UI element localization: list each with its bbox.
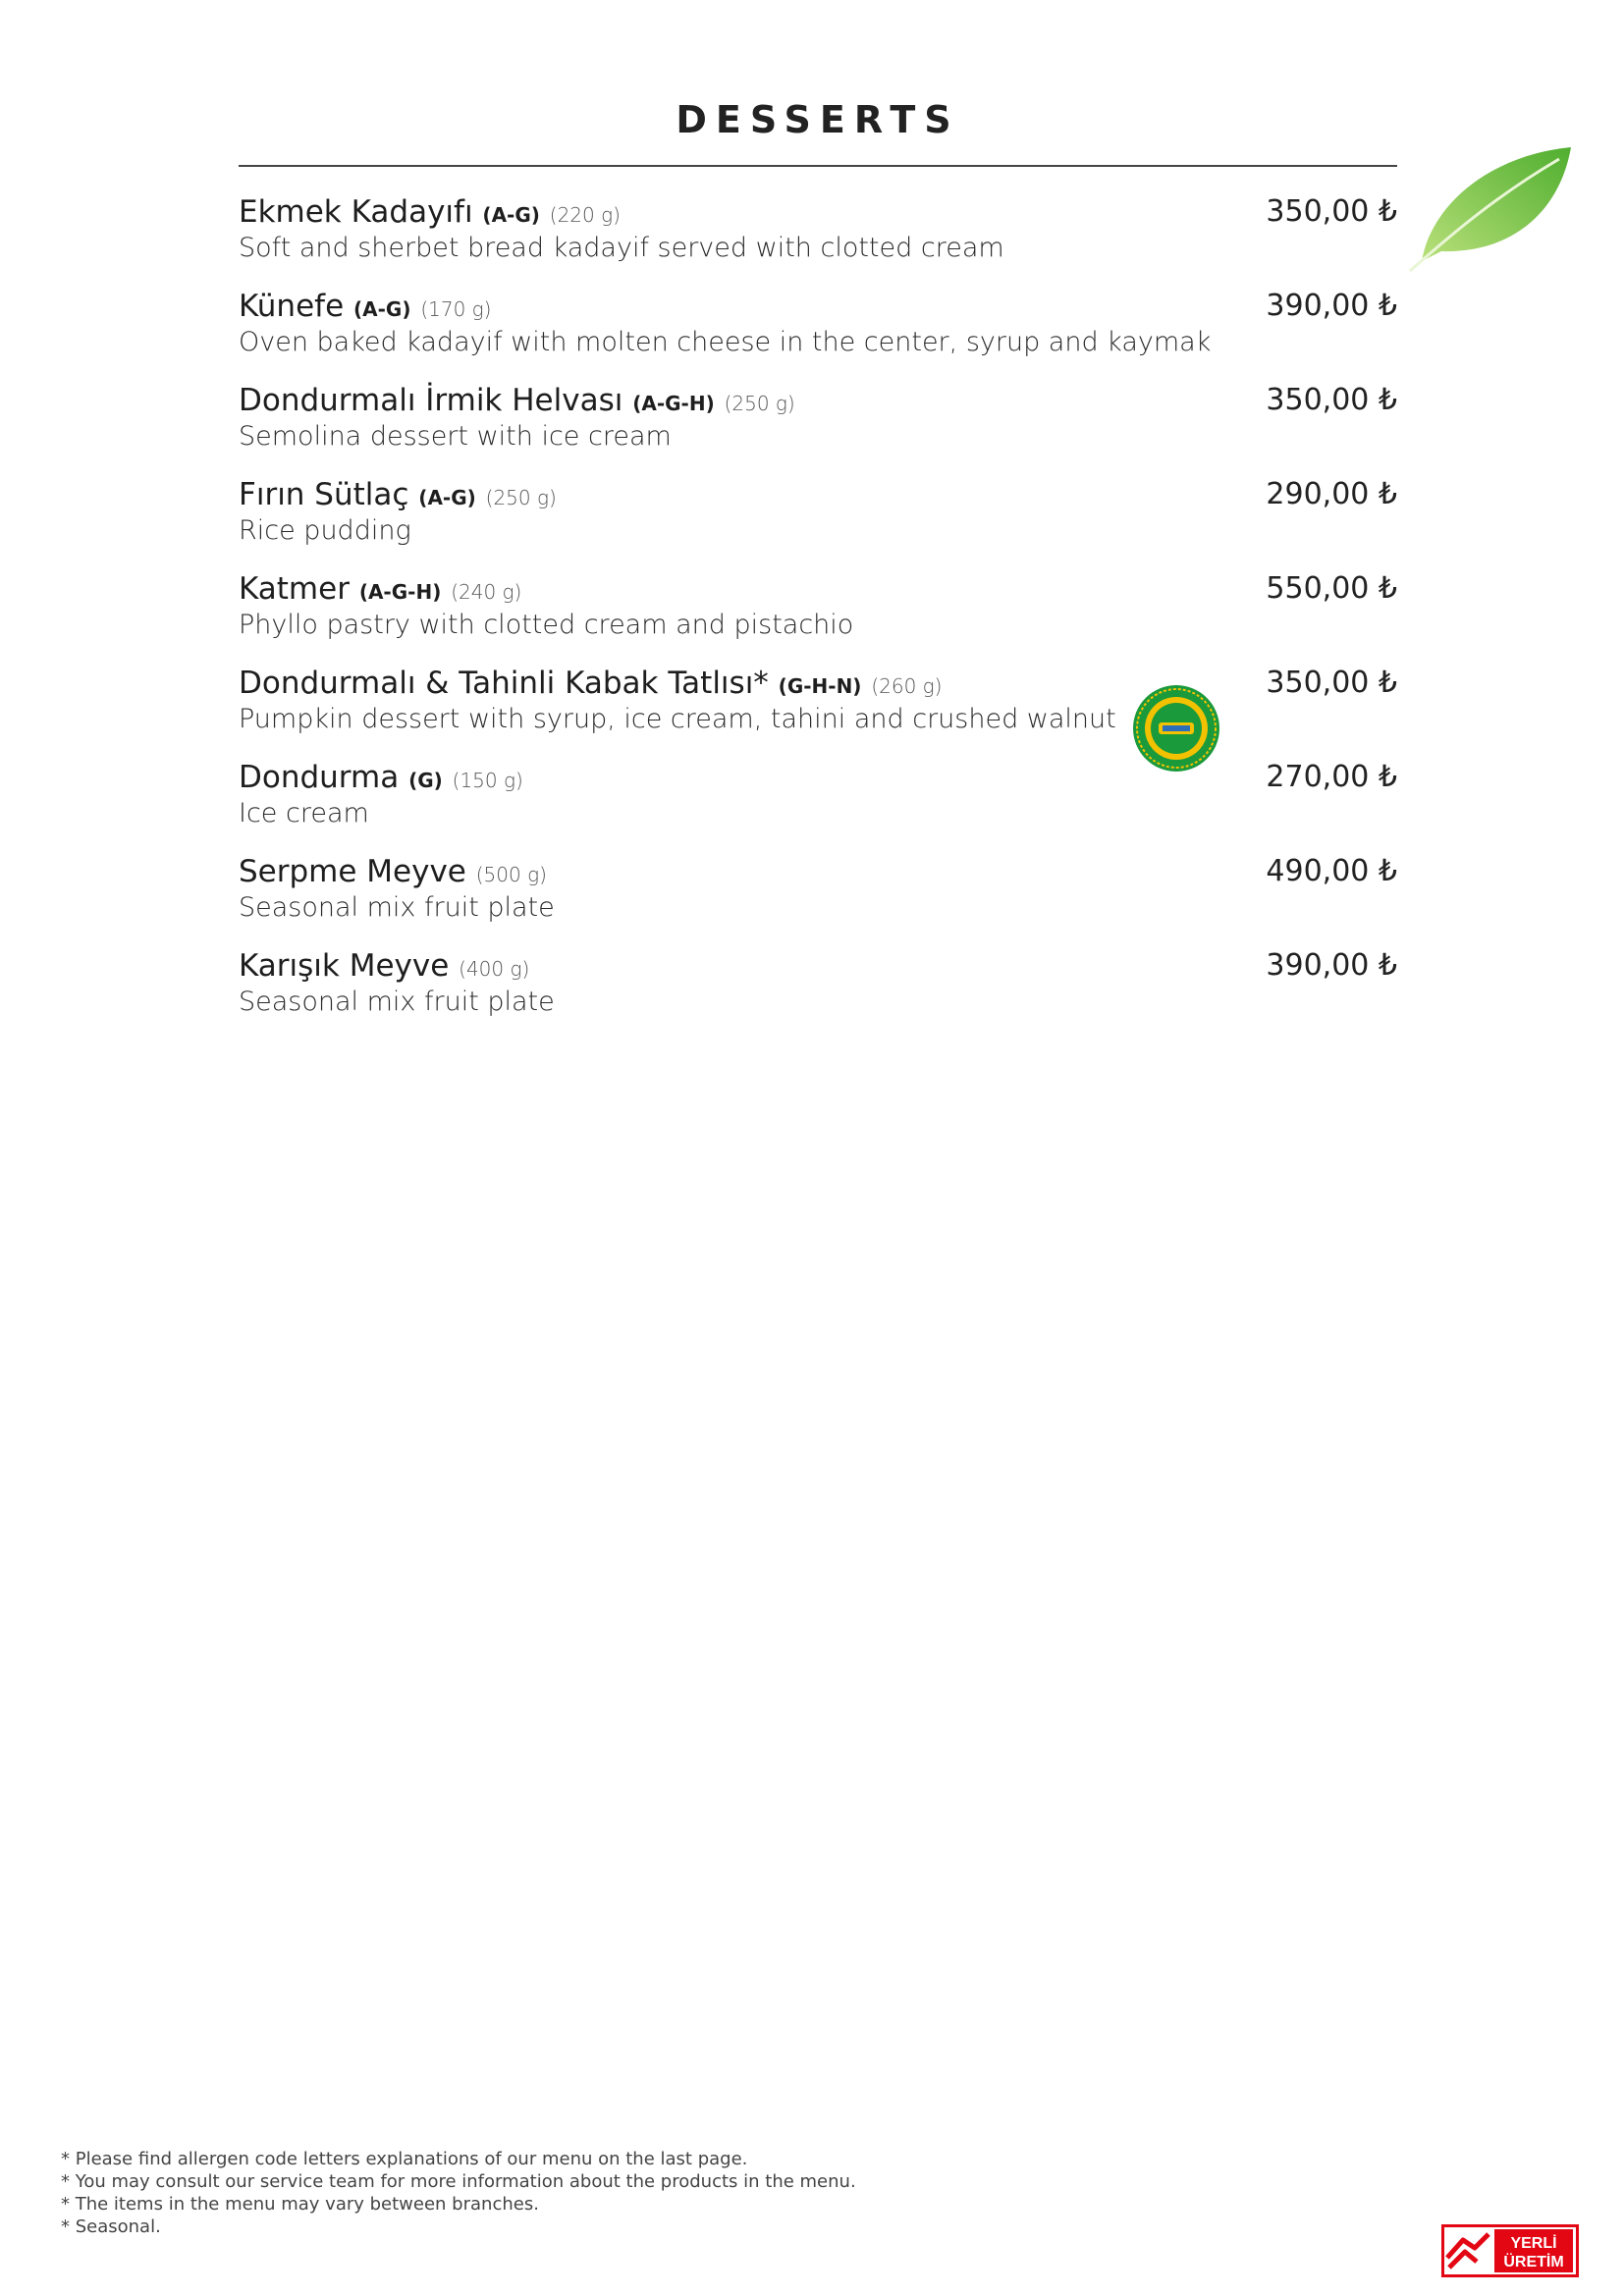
menu-item — [239, 946, 1397, 1041]
item-weight: (150 g) — [452, 769, 523, 792]
menu-item — [239, 758, 1397, 852]
item-name: Künefe — [239, 289, 345, 324]
item-name: Katmer — [239, 571, 350, 607]
item-name: Ekmek Kadayıfı — [239, 194, 473, 230]
dessert-menu — [239, 192, 1397, 1041]
item-description: Phyllo pastry with clotted cream and pistachio — [239, 610, 854, 640]
item-price: 350,00 ₺ — [1266, 383, 1397, 417]
item-name: Serpme Meyve — [239, 854, 466, 889]
item-description: Pumpkin dessert with syrup, ice cream, tahini and crushed walnut — [239, 704, 1116, 734]
item-weight: (400 g) — [459, 957, 530, 981]
allergen-codes: (A-G) — [353, 297, 411, 321]
item-description: Oven baked kadayif with molten cheese in the center, syrup and kaymak — [239, 327, 1212, 357]
footnote: * Please find allergen code letters explanations of our menu on the last page. — [61, 2149, 748, 2169]
menu-item — [239, 852, 1397, 946]
badge-line-2: ÜRETİM — [1503, 2254, 1564, 2270]
item-name: Dondurmalı İrmik Helvası — [239, 383, 623, 418]
item-weight: (250 g) — [724, 392, 795, 415]
yerli-uretim-badge — [1441, 2224, 1579, 2277]
allergen-codes: (A-G-H) — [358, 580, 442, 604]
item-price: 490,00 ₺ — [1266, 854, 1397, 888]
item-name: Dondurma — [239, 760, 400, 795]
item-price: 390,00 ₺ — [1266, 289, 1397, 323]
menu-item — [239, 287, 1397, 381]
allergen-codes: (A-G) — [418, 486, 476, 509]
item-price: 390,00 ₺ — [1266, 948, 1397, 983]
item-description: Soft and sherbet bread kadayif served with clotted cream — [239, 233, 1004, 263]
footnote: * The items in the menu may vary between branches. — [61, 2194, 539, 2215]
menu-item — [239, 569, 1397, 664]
item-price: 290,00 ₺ — [1266, 477, 1397, 511]
footnote: * Seasonal. — [61, 2216, 161, 2237]
item-description: Seasonal mix fruit plate — [239, 892, 555, 923]
footnote: * You may consult our service team for more information about the products in the menu. — [61, 2171, 856, 2192]
leaf-icon — [1402, 145, 1579, 273]
item-weight: (220 g) — [549, 203, 621, 227]
item-description: Rice pudding — [239, 515, 411, 546]
item-description: Seasonal mix fruit plate — [239, 987, 555, 1017]
item-price: 270,00 ₺ — [1266, 760, 1397, 794]
footnotes — [61, 2148, 856, 2238]
item-weight: (250 g) — [485, 486, 557, 509]
badge-line-1: YERLİ — [1510, 2235, 1557, 2252]
allergen-codes: (A-G) — [482, 203, 540, 227]
item-weight: (500 g) — [475, 863, 547, 886]
item-weight: (260 g) — [871, 674, 943, 698]
item-name: Dondurmalı & Tahinli Kabak Tatlısı* — [239, 666, 769, 701]
menu-item — [239, 381, 1397, 475]
menu-item — [239, 664, 1397, 758]
section-title: DESSERTS — [676, 98, 960, 141]
item-name: Karışık Meyve — [239, 948, 450, 984]
item-description: Ice cream — [239, 798, 369, 828]
allergen-codes: (G) — [408, 769, 443, 792]
item-name: Fırın Sütlaç — [239, 477, 409, 512]
menu-item — [239, 475, 1397, 569]
allergen-codes: (A-G-H) — [632, 392, 715, 415]
item-price: 350,00 ₺ — [1266, 666, 1397, 700]
title-divider — [239, 165, 1397, 167]
item-weight: (170 g) — [420, 297, 492, 321]
item-price: 550,00 ₺ — [1266, 571, 1397, 606]
item-description: Semolina dessert with ice cream — [239, 421, 672, 452]
allergen-codes: (G-H-N) — [778, 674, 862, 698]
item-price: 350,00 ₺ — [1266, 194, 1397, 229]
item-weight: (240 g) — [451, 580, 522, 604]
menu-item — [239, 192, 1397, 287]
